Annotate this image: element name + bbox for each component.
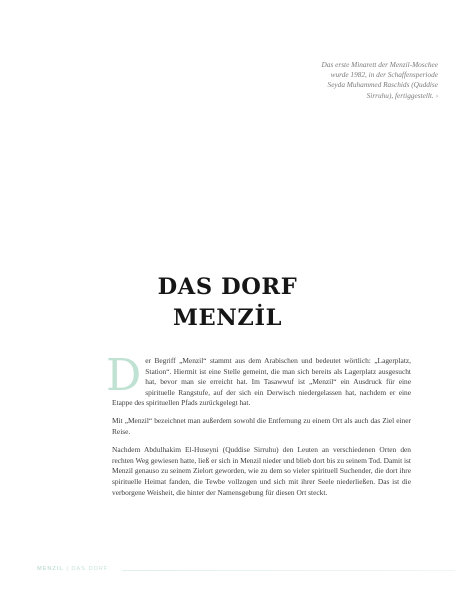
drop-cap: D: [106, 350, 142, 401]
paragraph-intro-text: er Begriff „Menzil“ stammt aus dem Arabischen und bedeutet wörtlich: „Lagerplatz, Station“. Hiermit ist eine Stelle gemeint, die man sich bereits als Lagerplatz ausgesucht hat, bevor man sie erreicht hat. Im Tasawwuf ist „Menzil“ ein Ausdruck für eine spirituelle Rangstufe, auf der sich ein Derwisch niedergelassen hat, nachdem er eine Etappe des spirituellen Pfads zurückgelegt hat.: [112, 356, 411, 408]
footer-separator: |: [63, 566, 72, 572]
footer-subsection: DAS DORF: [71, 566, 109, 572]
article-body: [106, 350, 411, 506]
chapter-title: [0, 272, 455, 334]
caption-line: Seyda Muhammed Raschids (Quddise: [327, 80, 438, 90]
running-footer: [37, 566, 108, 572]
chapter-title-line-2: MENZİL: [173, 305, 282, 331]
footer-section: MENZIL: [37, 566, 64, 572]
caption-line: Das erste Minarett der Menzil-Moschee: [321, 60, 438, 69]
caption-line: wurde 1982, in der Schaffensperiode: [330, 70, 438, 80]
photo-caption: [268, 60, 438, 101]
chapter-title-line-1: DAS DORF: [157, 274, 298, 300]
paragraph-intro: [106, 350, 411, 409]
footer-rule: [122, 570, 455, 571]
caption-line: Sirruhu), fertiggestellt. ›: [366, 90, 438, 100]
paragraph-distance: Mit „Menzil“ bezeichnet man außerdem sowohl die Entfernung zu einem Ort als auch das Ziel einer Reise.: [112, 416, 411, 437]
paragraph-history: Nachdem Abdulhakim El-Huseyni (Quddise Sirruhu) den Leuten an verschiedenen Orten den rechten Weg gewiesen hatte, ließ er sich in Menzil nieder und blieb dort bis zu seinem Tod. Damit ist Menzil genauso zu seinem Zielort geworden, wie zu dem so vieler spirituell Suchender, die dort ihre spirituelle Heimat fanden, die Tewbe vollzogen und sich mit ihrer Seele niederließen. Das ist die verborgene Weisheit, die hinter der Namensgebung für diesen Ort steckt.: [112, 445, 411, 497]
